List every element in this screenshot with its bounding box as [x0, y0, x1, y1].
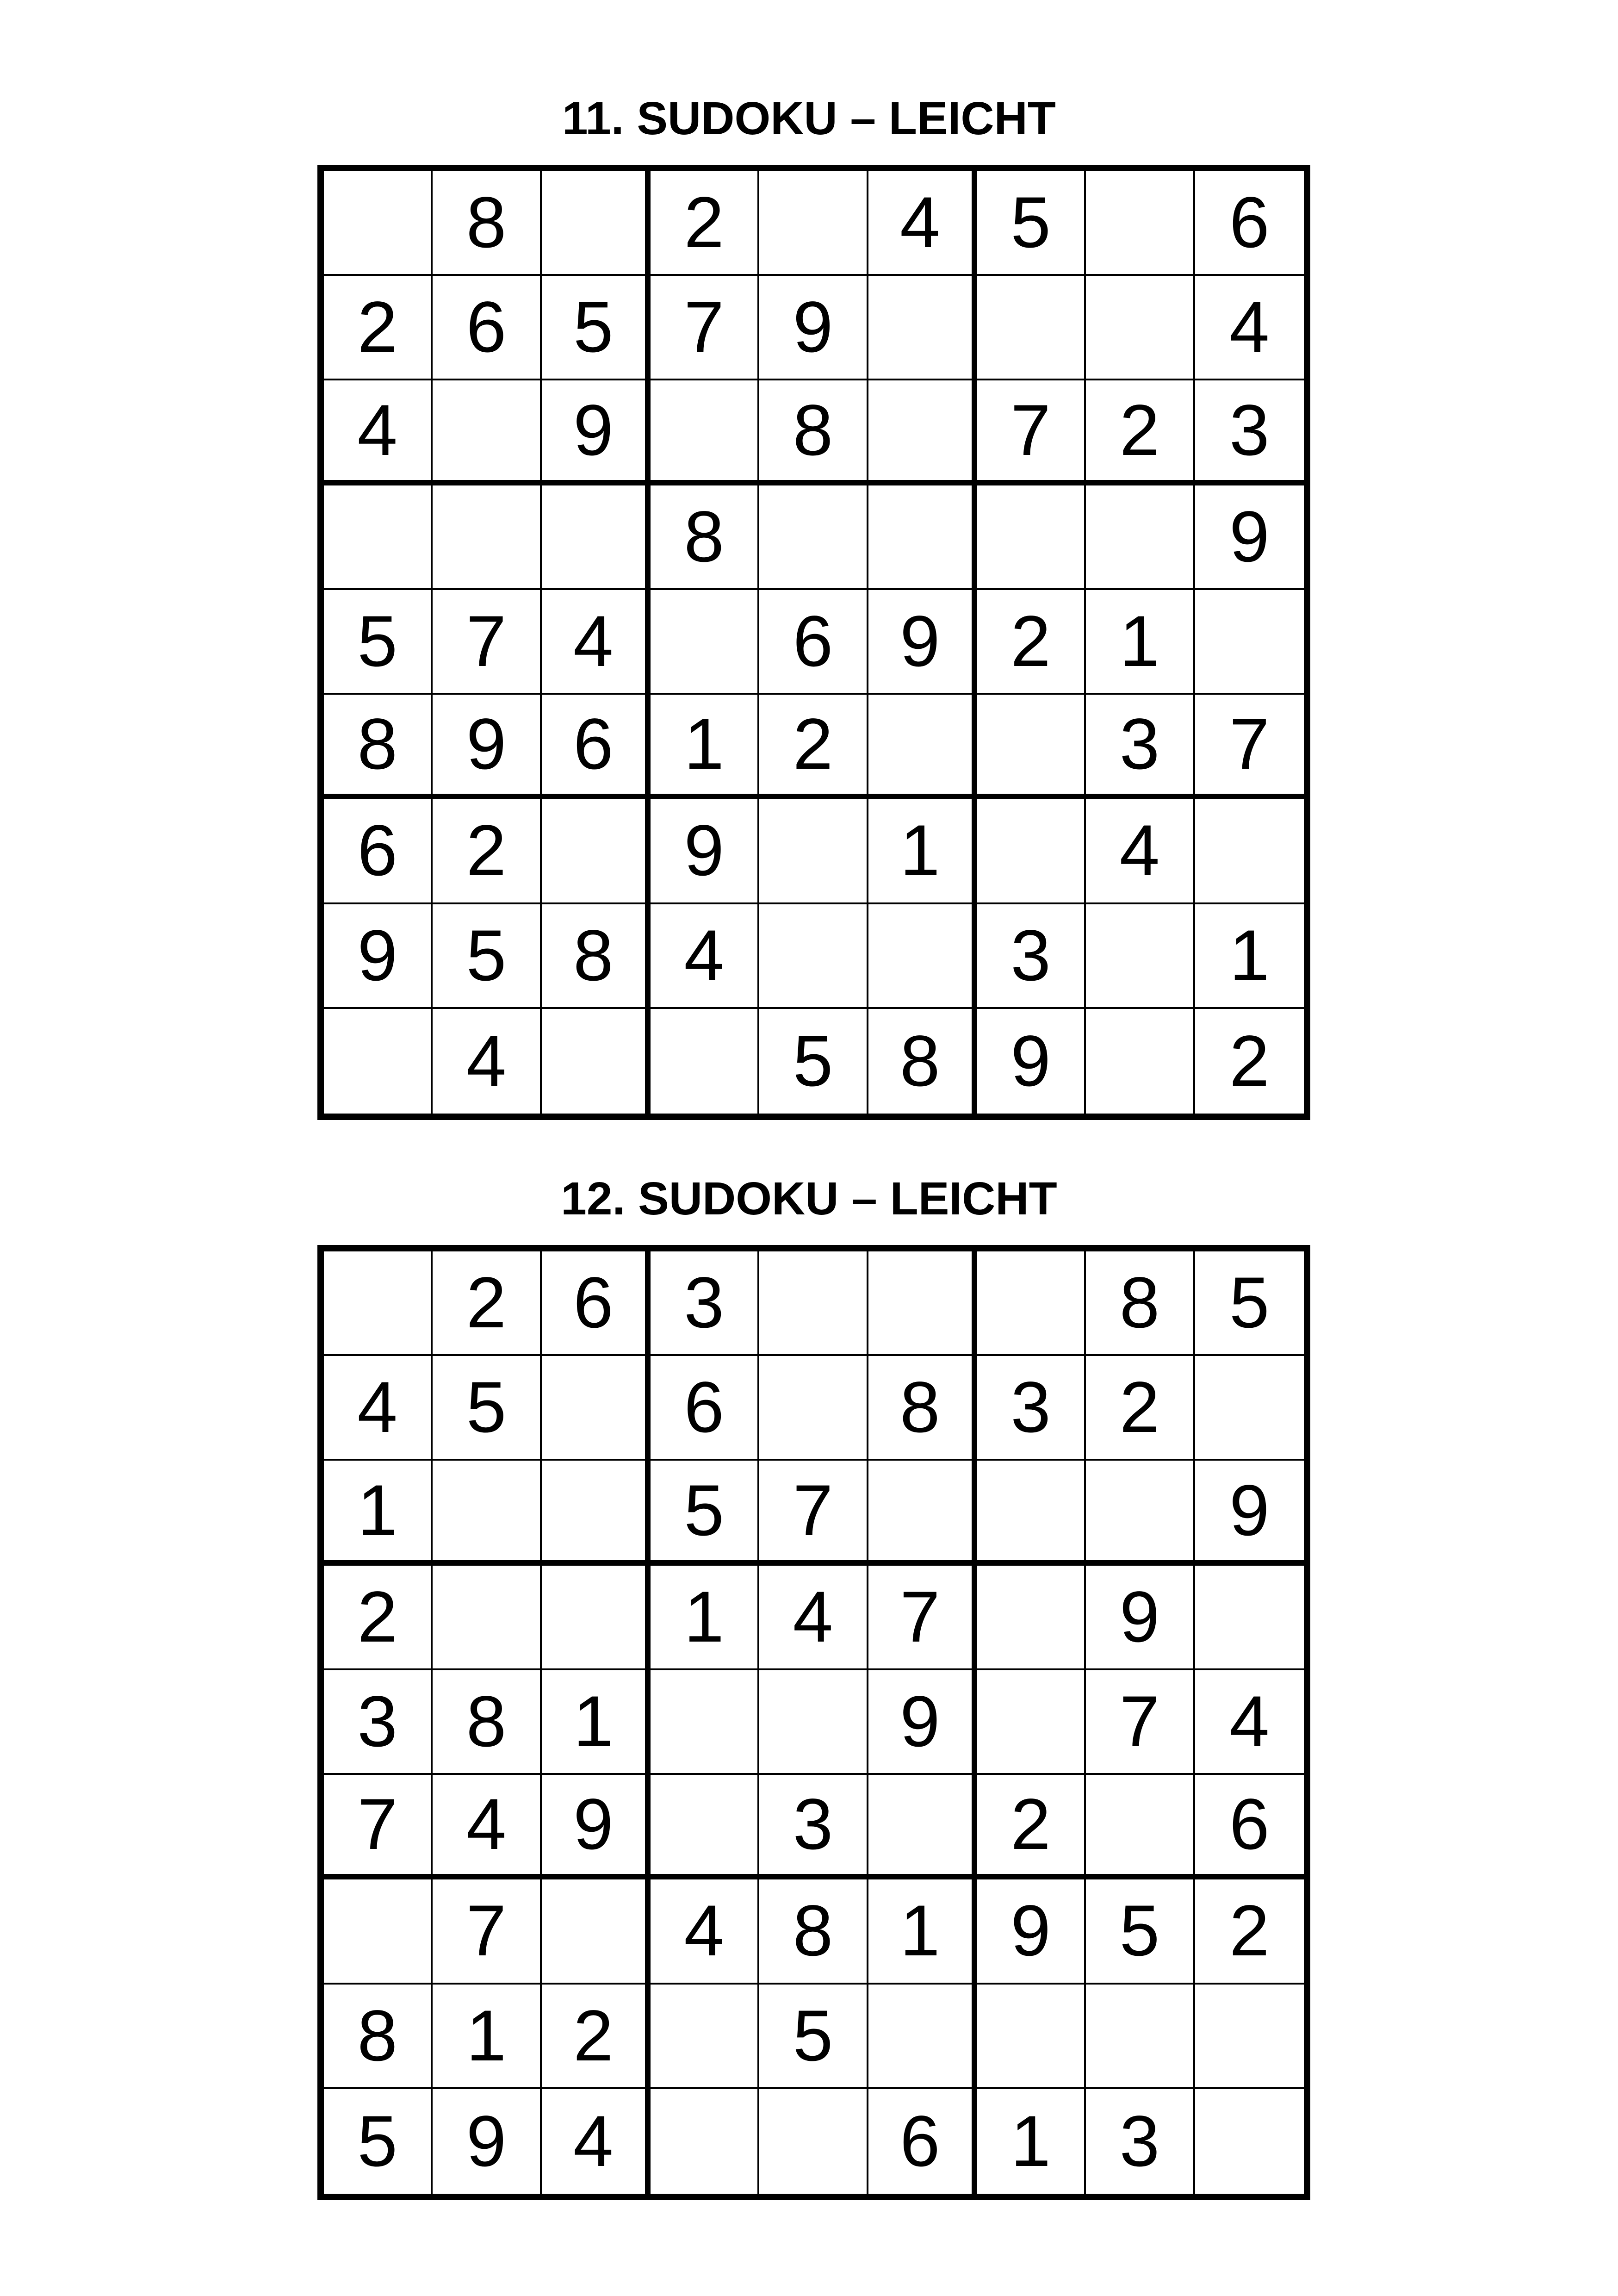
sudoku-cell: 8 — [868, 1009, 977, 1114]
sudoku-cell — [1086, 1775, 1195, 1879]
sudoku-cell — [759, 1356, 868, 1461]
sudoku-cell: 5 — [1195, 1251, 1304, 1356]
sudoku-cell — [324, 1879, 433, 1984]
sudoku-cell: 1 — [651, 1566, 759, 1670]
sudoku-cell: 3 — [1195, 380, 1304, 485]
sudoku-cell: 6 — [542, 1251, 651, 1356]
sudoku-cell: 5 — [324, 590, 433, 695]
sudoku-cell — [759, 2089, 868, 2194]
sudoku-cell: 9 — [324, 904, 433, 1009]
sudoku-cell — [324, 1251, 433, 1356]
sudoku-cell: 6 — [1195, 171, 1304, 276]
sudoku-cell — [651, 1009, 759, 1114]
sudoku-cell: 2 — [651, 171, 759, 276]
sudoku-cell: 4 — [433, 1775, 541, 1879]
sudoku-cell — [868, 1251, 977, 1356]
sudoku-cell: 6 — [1195, 1775, 1304, 1879]
sudoku-cell: 5 — [542, 276, 651, 380]
sudoku-cell — [759, 1670, 868, 1775]
sudoku-cell: 5 — [433, 904, 541, 1009]
sudoku-cell: 8 — [324, 1985, 433, 2089]
sudoku-cell: 2 — [1086, 1356, 1195, 1461]
sudoku-cell: 3 — [324, 1670, 433, 1775]
sudoku-cell: 9 — [977, 1009, 1086, 1114]
sudoku-cell: 3 — [1086, 695, 1195, 799]
sudoku-cell: 9 — [759, 276, 868, 380]
sudoku-cell — [542, 1461, 651, 1565]
sudoku-cell: 4 — [1086, 799, 1195, 904]
sudoku-cell — [433, 485, 541, 590]
sudoku-cell: 6 — [868, 2089, 977, 2194]
sudoku-cell: 5 — [759, 1009, 868, 1114]
sudoku-cell — [1195, 1566, 1304, 1670]
sudoku-cell: 1 — [651, 695, 759, 799]
sudoku-cell: 1 — [1195, 904, 1304, 1009]
sudoku-cell — [1086, 1461, 1195, 1565]
sudoku-cell: 1 — [977, 2089, 1086, 2194]
sudoku-cell: 8 — [1086, 1251, 1195, 1356]
sudoku-cell: 5 — [324, 2089, 433, 2194]
sudoku-cell: 9 — [433, 2089, 541, 2194]
sudoku-cell: 7 — [433, 1879, 541, 1984]
sudoku-cell: 1 — [542, 1670, 651, 1775]
sudoku-cell — [1086, 1009, 1195, 1114]
sudoku-cell — [868, 485, 977, 590]
sudoku-cell — [977, 1461, 1086, 1565]
sudoku-cell: 8 — [433, 1670, 541, 1775]
sudoku-cell: 7 — [1195, 695, 1304, 799]
sudoku-cell — [977, 1566, 1086, 1670]
sudoku-cell: 9 — [651, 799, 759, 904]
sudoku-cell: 2 — [324, 1566, 433, 1670]
sudoku-cell — [759, 904, 868, 1009]
sudoku-cell: 4 — [651, 904, 759, 1009]
sudoku-cell: 2 — [977, 590, 1086, 695]
sudoku-cell — [542, 1356, 651, 1461]
sudoku-cell: 9 — [433, 695, 541, 799]
sudoku-cell — [651, 2089, 759, 2194]
sudoku-cell — [324, 1009, 433, 1114]
sudoku-cell: 3 — [759, 1775, 868, 1879]
sudoku-cell: 2 — [977, 1775, 1086, 1879]
sudoku-cell: 9 — [868, 1670, 977, 1775]
sudoku-cell: 8 — [542, 904, 651, 1009]
sudoku-cell — [542, 1566, 651, 1670]
sudoku-cell: 4 — [1195, 1670, 1304, 1775]
sudoku-cell — [651, 1775, 759, 1879]
sudoku-cell: 7 — [868, 1566, 977, 1670]
sudoku-cell: 9 — [1086, 1566, 1195, 1670]
sudoku-cell — [977, 1251, 1086, 1356]
sudoku-cell: 2 — [542, 1985, 651, 2089]
sudoku-cell: 2 — [1086, 380, 1195, 485]
sudoku-cell — [977, 695, 1086, 799]
sudoku-cell — [324, 171, 433, 276]
sudoku-cell: 3 — [1086, 2089, 1195, 2194]
sudoku-cell: 4 — [433, 1009, 541, 1114]
sudoku-cell — [977, 1985, 1086, 2089]
sudoku-cell: 8 — [651, 485, 759, 590]
sudoku-cell: 2 — [324, 276, 433, 380]
sudoku-cell: 3 — [977, 1356, 1086, 1461]
sudoku-cell: 2 — [1195, 1879, 1304, 1984]
sudoku-cell: 7 — [324, 1775, 433, 1879]
sudoku-cell: 5 — [651, 1461, 759, 1565]
sudoku-cell — [759, 485, 868, 590]
sudoku-cell: 7 — [433, 590, 541, 695]
sudoku-cell — [868, 276, 977, 380]
sudoku-cell: 4 — [759, 1566, 868, 1670]
sudoku-cell — [759, 799, 868, 904]
sudoku-cell: 8 — [324, 695, 433, 799]
sudoku-cell — [542, 1009, 651, 1114]
sudoku-cell — [1086, 904, 1195, 1009]
sudoku-cell — [1195, 1985, 1304, 2089]
puzzle-11-title: 11. SUDOKU – LEICHT — [562, 93, 1056, 144]
sudoku-cell: 9 — [1195, 485, 1304, 590]
sudoku-cell — [1195, 2089, 1304, 2194]
sudoku-cell: 6 — [433, 276, 541, 380]
sudoku-cell — [651, 1670, 759, 1775]
sudoku-cell: 6 — [542, 695, 651, 799]
sudoku-cell — [542, 485, 651, 590]
sudoku-cell: 4 — [542, 590, 651, 695]
sudoku-cell: 2 — [433, 799, 541, 904]
sudoku-cell — [433, 1461, 541, 1565]
sudoku-cell: 4 — [324, 1356, 433, 1461]
sudoku-cell — [759, 171, 868, 276]
sudoku-cell — [868, 380, 977, 485]
sudoku-cell: 4 — [324, 380, 433, 485]
sudoku-cell: 6 — [759, 590, 868, 695]
sudoku-cell: 1 — [868, 1879, 977, 1984]
sudoku-board-12 — [317, 1245, 1310, 2200]
sudoku-cell: 2 — [1229, 1020, 1270, 1101]
sudoku-cell: 4 — [1195, 276, 1304, 380]
puzzle-12-title: 12. SUDOKU – LEICHT — [561, 1173, 1057, 1225]
sudoku-cell — [542, 1879, 651, 1984]
sudoku-cell: 1 — [1086, 590, 1195, 695]
sudoku-cell: 9 — [542, 380, 651, 485]
sudoku-cell: 3 — [651, 1251, 759, 1356]
sudoku-cell: 8 — [759, 380, 868, 485]
sudoku-cell — [1195, 799, 1304, 904]
sudoku-cell: 5 — [1086, 1879, 1195, 1984]
sudoku-cell: 3 — [977, 904, 1086, 1009]
sudoku-cell: 7 — [651, 276, 759, 380]
sudoku-cell: 7 — [759, 1461, 868, 1565]
sudoku-cell — [324, 485, 433, 590]
sudoku-cell — [433, 1566, 541, 1670]
sudoku-cell — [651, 590, 759, 695]
sudoku-cell: 9 — [542, 1775, 651, 1879]
sudoku-cell: 8 — [759, 1879, 868, 1984]
sudoku-cell: 9 — [868, 590, 977, 695]
sudoku-cell — [977, 276, 1086, 380]
sudoku-cell: 5 — [759, 1985, 868, 2089]
sudoku-board-11 — [317, 165, 1310, 1120]
sudoku-cell — [868, 1775, 977, 1879]
sudoku-cell: 8 — [868, 1356, 977, 1461]
sudoku-cell: 4 — [868, 171, 977, 276]
sudoku-cell — [651, 1985, 759, 2089]
sudoku-cell — [1195, 590, 1304, 695]
sudoku-cell: 9 — [1195, 1461, 1304, 1565]
sudoku-cell: 1 — [433, 1985, 541, 2089]
sudoku-cell: 1 — [324, 1461, 433, 1565]
sudoku-cell: 7 — [977, 380, 1086, 485]
sudoku-cell — [759, 1251, 868, 1356]
sudoku-cell: 1 — [868, 799, 977, 904]
sudoku-cell — [1086, 485, 1195, 590]
sudoku-cell — [977, 485, 1086, 590]
sudoku-cell — [542, 799, 651, 904]
sudoku-cell — [433, 380, 541, 485]
sudoku-cell — [868, 695, 977, 799]
sudoku-cell — [542, 171, 651, 276]
sudoku-cell: 2 — [433, 1251, 541, 1356]
sudoku-cell — [1195, 1356, 1304, 1461]
sudoku-cell: 9 — [977, 1879, 1086, 1984]
sudoku-cell — [868, 1985, 977, 2089]
sudoku-cell: 7 — [1086, 1670, 1195, 1775]
sudoku-cell: 6 — [651, 1356, 759, 1461]
sudoku-cell — [1086, 276, 1195, 380]
sudoku-cell: 4 — [542, 2089, 651, 2194]
sudoku-cell — [868, 1461, 977, 1565]
sudoku-cell — [1086, 1985, 1195, 2089]
sudoku-cell: 5 — [433, 1356, 541, 1461]
sudoku-cell — [1086, 171, 1195, 276]
sudoku-cell — [977, 1670, 1086, 1775]
sudoku-cell: 2 — [759, 695, 868, 799]
sudoku-cell: 5 — [977, 171, 1086, 276]
sudoku-cell: 8 — [433, 171, 541, 276]
sudoku-cell — [868, 904, 977, 1009]
sudoku-cell — [651, 380, 759, 485]
sudoku-cell: 4 — [651, 1879, 759, 1984]
sudoku-cell: 6 — [324, 799, 433, 904]
sudoku-cell — [977, 799, 1086, 904]
